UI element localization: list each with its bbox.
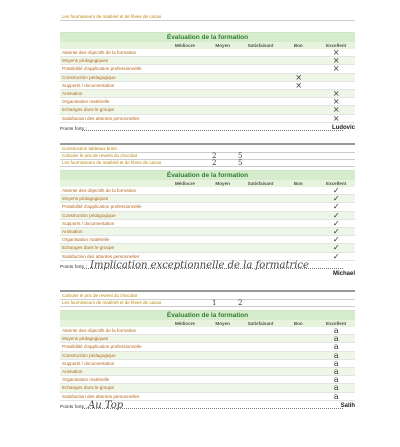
rating-cell: a (333, 326, 339, 335)
strip-row-label: Calculer le prix de revient du chocolat (62, 153, 138, 158)
rating-cell: a (333, 350, 339, 360)
criteria-label: Possibilité d'application professionnelle (62, 66, 142, 72)
strip-row (60, 146, 355, 153)
rating-cell (205, 98, 243, 105)
criteria-label: Animation (62, 368, 83, 374)
criteria-row (60, 244, 355, 252)
strip-row (60, 153, 355, 160)
rating-cell: a (333, 358, 339, 368)
rating-cell (205, 187, 243, 194)
rating-cell (242, 360, 280, 367)
strip-rating: 5 (238, 152, 243, 160)
rating-cell: × (332, 48, 340, 57)
col-bon: Bon (293, 181, 303, 186)
rating-cell (242, 327, 280, 334)
evaluation-form-salih (60, 310, 355, 415)
col-bon: Bon (293, 43, 303, 48)
rating-cell (205, 368, 243, 375)
rating-cell: ✓ (332, 186, 340, 195)
criteria-label: Supports / documentation (62, 82, 115, 88)
form-title: Évaluation de la formation (60, 32, 355, 42)
strip-row-label: Les fournisseurs de matériel et de fèves de cacao (62, 14, 162, 19)
rating-cell (280, 98, 318, 105)
criteria-row (60, 220, 355, 228)
rating-cell (205, 244, 243, 251)
rating-cell (280, 335, 318, 342)
rating-cell (205, 360, 243, 367)
rating-cell (167, 195, 205, 202)
rating-cell (317, 82, 355, 89)
rating-cell (167, 228, 205, 235)
strip-row (60, 14, 355, 21)
rating-cell: × (332, 97, 340, 107)
rating-cell (242, 90, 280, 97)
rating-cell: ✓ (332, 251, 340, 261)
rating-cell (280, 115, 318, 122)
criteria-label: Moyens pédagogiques (62, 196, 109, 202)
rating-cell (167, 335, 205, 342)
criteria-row (60, 384, 355, 392)
col-mediocre: Médiocre (174, 321, 195, 326)
rating-cell (167, 65, 205, 72)
rating-cell (205, 343, 243, 350)
criteria-label: Organisation matérielle (62, 377, 110, 383)
rating-cell (205, 90, 243, 97)
rating-cell (280, 195, 318, 202)
evaluation-form-michael (60, 170, 355, 277)
rating-cell (167, 253, 205, 260)
rating-cell (167, 244, 205, 251)
criteria-label: Animation (62, 90, 83, 96)
rating-cell (205, 220, 243, 227)
rating-cell: × (295, 80, 303, 90)
rating-cell (205, 236, 243, 243)
points-forts-row (60, 123, 355, 137)
rating-cell (280, 187, 318, 194)
criteria-row (60, 74, 355, 82)
rating-cell (167, 352, 205, 359)
rating-cell (242, 65, 280, 72)
criteria-row (60, 352, 355, 360)
criteria-label: Possibilité d'application professionnelle (62, 204, 142, 210)
rating-cell (167, 57, 205, 64)
rating-cell (280, 384, 318, 391)
criteria-label: Satisfaction des attentes personnelles (62, 393, 140, 399)
form-header-row (60, 42, 355, 49)
strip-row-label: Les fournisseurs de matériel et de fèves de cacao (62, 160, 162, 165)
rating-cell (242, 228, 280, 235)
criteria-label: Organisation matérielle (62, 99, 110, 105)
rating-cell (242, 203, 280, 210)
rating-cell (242, 368, 280, 375)
rating-cell (242, 57, 280, 64)
rating-cell: × (332, 113, 340, 123)
rating-cell (205, 57, 243, 64)
strip-rating: 5 (238, 159, 243, 167)
rating-cell (167, 98, 205, 105)
rating-cell (242, 253, 280, 260)
rating-cell (167, 360, 205, 367)
criteria-label: Moyens pédagogiques (62, 336, 109, 342)
rating-cell (242, 115, 280, 122)
rating-cell (167, 90, 205, 97)
rating-cell: ✓ (332, 202, 340, 212)
criteria-row (60, 212, 355, 220)
criteria-label: Construction pédagogique (62, 352, 116, 358)
criteria-label: Satisfaction des attentes personnelles (62, 253, 140, 259)
rating-cell (242, 352, 280, 359)
rating-cell: ✓ (332, 235, 340, 245)
rating-cell (167, 106, 205, 113)
rating-cell (242, 236, 280, 243)
rating-cell (280, 253, 318, 260)
criteria-row (60, 335, 355, 343)
rating-cell (280, 360, 318, 367)
rating-cell (242, 98, 280, 105)
criteria-label: Supports / documentation (62, 220, 115, 226)
criteria-label: Moyens pédagogiques (62, 58, 109, 64)
criteria-row (60, 327, 355, 335)
rating-cell (280, 90, 318, 97)
criteria-row (60, 49, 355, 57)
criteria-label: Construction pédagogique (62, 74, 116, 80)
rating-cell: × (332, 56, 340, 66)
points-forts-label: Points forts : (60, 404, 87, 410)
form-rows (60, 187, 355, 261)
rating-cell (280, 65, 318, 72)
rating-cell: ✓ (332, 226, 340, 236)
rating-cell (167, 115, 205, 122)
rating-cell (317, 74, 355, 81)
rating-cell (167, 376, 205, 383)
rating-cell (280, 244, 318, 251)
col-mediocre: Médiocre (174, 43, 195, 48)
col-moyen: Moyen (215, 181, 230, 186)
rating-cell (167, 384, 205, 391)
form-rows (60, 327, 355, 401)
rating-cell (167, 343, 205, 350)
rating-cell: × (295, 72, 303, 82)
col-satisfaisant: Satisfaisant (247, 321, 274, 326)
points-forts-handwriting: Implication exceptionnelle de la formatrice (90, 259, 309, 271)
criteria-label: Echanges dans le groupe (62, 385, 115, 391)
rating-cell (280, 352, 318, 359)
strip-rating: 1 (212, 299, 217, 307)
rating-cell (167, 368, 205, 375)
rating-cell: a (333, 334, 339, 344)
rating-cell (167, 203, 205, 210)
criteria-label: Animation (62, 228, 83, 234)
points-forts-row (60, 261, 355, 277)
criteria-row (60, 195, 355, 203)
criteria-label: Construction pédagogique (62, 212, 116, 218)
rating-cell (167, 393, 205, 400)
criteria-label: Echanges dans le groupe (62, 107, 115, 113)
criteria-row (60, 57, 355, 65)
criteria-row (60, 106, 355, 114)
form-title: Évaluation de la formation (60, 310, 355, 320)
rating-cell (167, 187, 205, 194)
participant-name: Ludovic (331, 124, 355, 131)
col-mediocre: Médiocre (174, 181, 195, 186)
bottom-strip (60, 293, 355, 307)
rating-cell (242, 49, 280, 56)
criteria-row (60, 203, 355, 211)
criteria-label: Atteinte des objectifs de la formation (62, 328, 137, 333)
rating-cell: ✓ (332, 218, 340, 228)
rating-cell: ✓ (332, 243, 340, 253)
criteria-row (60, 360, 355, 368)
rating-cell (167, 82, 205, 89)
rating-cell: × (332, 88, 340, 98)
rating-cell (242, 212, 280, 219)
criteria-label: Supports / documentation (62, 360, 115, 366)
rating-cell: a (333, 342, 339, 352)
strip-row (60, 300, 355, 307)
rating-cell (205, 327, 243, 334)
criteria-row (60, 236, 355, 244)
rating-cell (242, 74, 280, 81)
evaluation-form-ludovic (60, 32, 355, 137)
form-header-row (60, 180, 355, 187)
rating-cell (167, 212, 205, 219)
criteria-label: Echanges dans le groupe (62, 245, 115, 251)
strip-rating: 2 (212, 159, 217, 167)
rating-cell (242, 376, 280, 383)
participant-name: Michael (332, 270, 355, 277)
rating-cell: a (333, 391, 339, 401)
rating-cell: × (332, 64, 340, 74)
rating-cell: a (333, 375, 339, 385)
rating-cell (280, 228, 318, 235)
strip-row-label: Les fournisseurs de matériel et de fèves de cacao (62, 300, 162, 305)
criteria-label: Organisation matérielle (62, 237, 110, 243)
col-bon: Bon (293, 321, 303, 326)
rating-cell (280, 393, 318, 400)
criteria-label: Atteinte des objectifs de la formation (62, 50, 137, 55)
points-forts-label: Points forts : (60, 126, 87, 132)
col-moyen: Moyen (215, 321, 230, 326)
form-rows (60, 49, 355, 123)
rating-cell (280, 343, 318, 350)
rating-cell (280, 368, 318, 375)
rating-cell (167, 236, 205, 243)
rating-cell (280, 236, 318, 243)
col-satisfaisant: Satisfaisant (247, 181, 274, 186)
points-forts-handwriting: Au Top (88, 399, 124, 411)
rating-cell (280, 327, 318, 334)
criteria-row (60, 90, 355, 98)
criteria-row (60, 65, 355, 73)
rating-cell (205, 82, 243, 89)
rating-cell (242, 384, 280, 391)
criteria-row (60, 82, 355, 90)
rating-cell (242, 244, 280, 251)
rating-cell (242, 343, 280, 350)
rating-cell (205, 203, 243, 210)
strip-row (60, 160, 355, 167)
page-fold (60, 290, 355, 292)
rating-cell (242, 106, 280, 113)
criteria-label: Satisfaction des attentes personnelles (62, 115, 140, 121)
page-fold (60, 143, 355, 145)
strip-rating: 2 (212, 152, 217, 160)
rating-cell (205, 352, 243, 359)
col-moyen: Moyen (215, 43, 230, 48)
rating-cell (242, 195, 280, 202)
rating-cell (205, 74, 243, 81)
strip-rating: 2 (238, 299, 243, 307)
rating-cell (205, 106, 243, 113)
criteria-row (60, 376, 355, 384)
rating-cell (167, 49, 205, 56)
criteria-row (60, 115, 355, 123)
criteria-row (60, 98, 355, 106)
criteria-row (60, 187, 355, 195)
rating-cell (280, 212, 318, 219)
rating-cell: a (333, 366, 339, 376)
rating-cell (205, 335, 243, 342)
rating-cell (167, 220, 205, 227)
col-satisfaisant: Satisfaisant (247, 43, 274, 48)
dotted-line (82, 130, 343, 131)
rating-cell (205, 253, 243, 260)
rating-cell: × (332, 105, 340, 115)
rating-cell (280, 376, 318, 383)
rating-cell (167, 74, 205, 81)
strip-row-label: Construction tableaux bruts (62, 146, 117, 151)
criteria-row (60, 343, 355, 351)
col-excellent: Excellent (326, 181, 347, 186)
rating-cell (280, 57, 318, 64)
criteria-row (60, 368, 355, 376)
col-excellent: Excellent (326, 43, 347, 48)
rating-cell (280, 220, 318, 227)
criteria-row (60, 228, 355, 236)
rating-cell (280, 49, 318, 56)
rating-cell (242, 187, 280, 194)
rating-cell (205, 212, 243, 219)
rating-cell (242, 393, 280, 400)
top-strip (60, 14, 355, 21)
rating-cell (280, 203, 318, 210)
rating-cell: ✓ (332, 210, 340, 220)
rating-cell: a (333, 383, 339, 393)
participant-name: Salih (340, 402, 355, 409)
rating-cell (242, 82, 280, 89)
form-header-row (60, 320, 355, 327)
rating-cell (205, 376, 243, 383)
rating-cell (280, 106, 318, 113)
points-forts-label: Points forts : (60, 264, 87, 270)
form-title: Évaluation de la formation (60, 170, 355, 180)
rating-cell: ✓ (332, 194, 340, 204)
rating-cell (205, 384, 243, 391)
rating-cell (242, 220, 280, 227)
criteria-label: Atteinte des objectifs de la formation (62, 188, 137, 193)
rating-cell (205, 228, 243, 235)
criteria-label: Possibilité d'application professionnelle (62, 344, 142, 350)
rating-cell (242, 335, 280, 342)
rating-cell (205, 65, 243, 72)
middle-strip (60, 146, 355, 167)
col-excellent: Excellent (326, 321, 347, 326)
strip-row-label: Calculer le prix de revient du chocolat (62, 293, 138, 298)
rating-cell (205, 393, 243, 400)
rating-cell (167, 327, 205, 334)
rating-cell (205, 195, 243, 202)
rating-cell (205, 49, 243, 56)
rating-cell (205, 115, 243, 122)
points-forts-row (60, 401, 355, 415)
strip-row (60, 293, 355, 300)
